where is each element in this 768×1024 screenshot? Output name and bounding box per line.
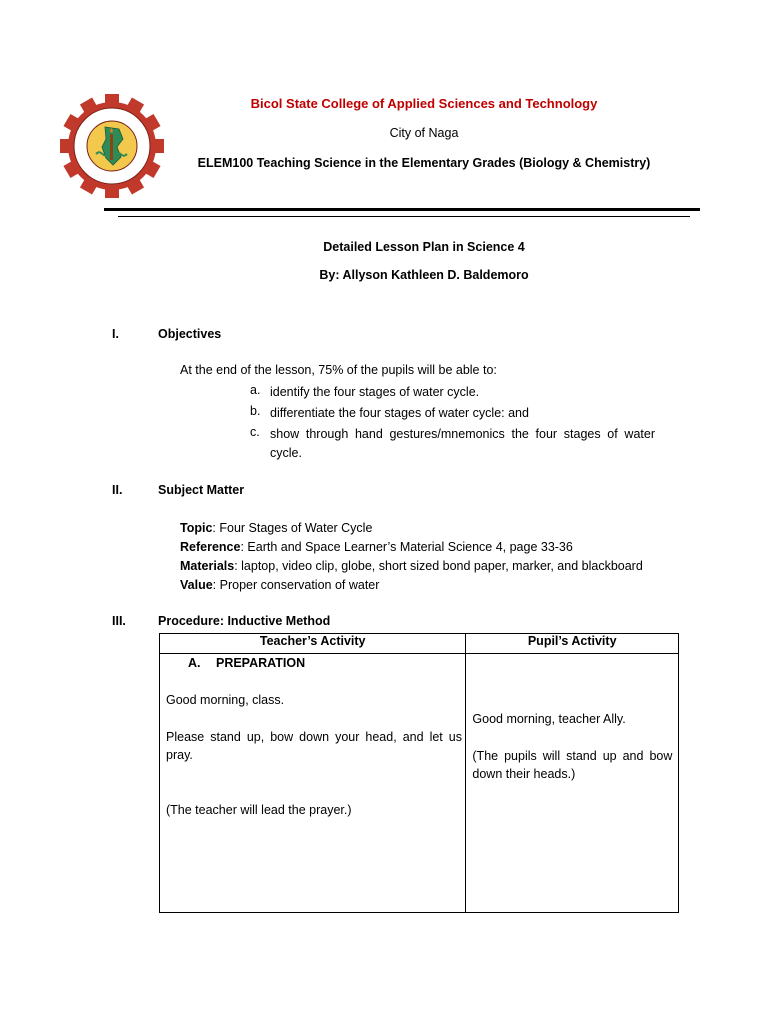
college-name: Bicol State College of Applied Sciences and Technology <box>250 96 598 111</box>
subject-materials <box>180 559 643 573</box>
subject-value: : Proper conservation of water <box>212 578 380 592</box>
subject-value: : laptop, video clip, globe, short sized bond paper, marker, and blackboard <box>234 559 643 573</box>
objective-item <box>250 404 655 423</box>
pupil-column-header: Pupil’s Activity <box>466 634 679 654</box>
subject-value: : Earth and Space Learner’s Material Science 4, page 33-36 <box>240 540 573 554</box>
objective-text: identify the four stages of water cycle. <box>270 385 480 399</box>
subject-label: Materials <box>180 559 235 573</box>
subject-label: Value <box>180 578 213 592</box>
course-title: ELEM100 Teaching Science in the Elementary Grades (Biology & Chemistry) <box>197 156 651 170</box>
plan-title: Detailed Lesson Plan in Science 4 <box>323 240 525 254</box>
teacher-greeting: Good morning, class. <box>166 693 285 707</box>
procedure-number: III. <box>112 614 126 628</box>
preparation-letter: A. <box>188 656 201 670</box>
header-rule-thin <box>118 216 690 217</box>
procedure-table <box>159 633 679 913</box>
college-seal-logo <box>56 90 168 202</box>
subject-value-line <box>180 578 379 592</box>
table-row <box>160 654 679 913</box>
objective-item <box>250 383 655 402</box>
objective-letter: c. <box>250 425 260 439</box>
preparation-title: PREPARATION <box>215 656 306 670</box>
table-header-row <box>160 634 679 654</box>
objective-text: show through hand gestures/mnemonics the four stages of water cycle. <box>270 427 655 460</box>
objectives-number: I. <box>112 327 119 341</box>
objectives-intro: At the end of the lesson, 75% of the pupils will be able to: <box>180 363 497 377</box>
header-rule-thick <box>104 208 700 211</box>
teacher-prayer-note: (The teacher will lead the prayer.) <box>166 803 352 817</box>
subject-reference <box>180 540 573 554</box>
teacher-column-header: Teacher’s Activity <box>160 634 466 654</box>
subject-value: : Four Stages of Water Cycle <box>212 521 373 535</box>
city-name: City of Naga <box>389 126 459 140</box>
preparation-heading <box>188 654 305 672</box>
subject-topic <box>180 521 372 535</box>
objective-item <box>250 425 655 463</box>
pupil-action-note: (The pupils will stand up and bow down their heads.) <box>472 749 673 781</box>
objective-letter: a. <box>250 383 261 397</box>
objective-text: differentiate the four stages of water cycle: and <box>270 406 529 420</box>
objectives-heading: Objectives <box>158 327 222 341</box>
teacher-activity-cell <box>160 654 466 913</box>
pupil-activity-cell <box>466 654 679 913</box>
subject-label: Reference <box>180 540 241 554</box>
subject-label: Topic <box>180 521 213 535</box>
subject-matter-heading: Subject Matter <box>158 483 245 497</box>
subject-matter-number: II. <box>112 483 123 497</box>
teacher-prayer-instruction: Please stand up, bow down your head, and let us pray. <box>166 730 462 762</box>
pupil-greeting: Good morning, teacher Ally. <box>472 712 626 726</box>
objective-letter: b. <box>250 404 261 418</box>
plan-author: By: Allyson Kathleen D. Baldemoro <box>319 268 529 282</box>
procedure-heading: Procedure: Inductive Method <box>158 614 331 628</box>
